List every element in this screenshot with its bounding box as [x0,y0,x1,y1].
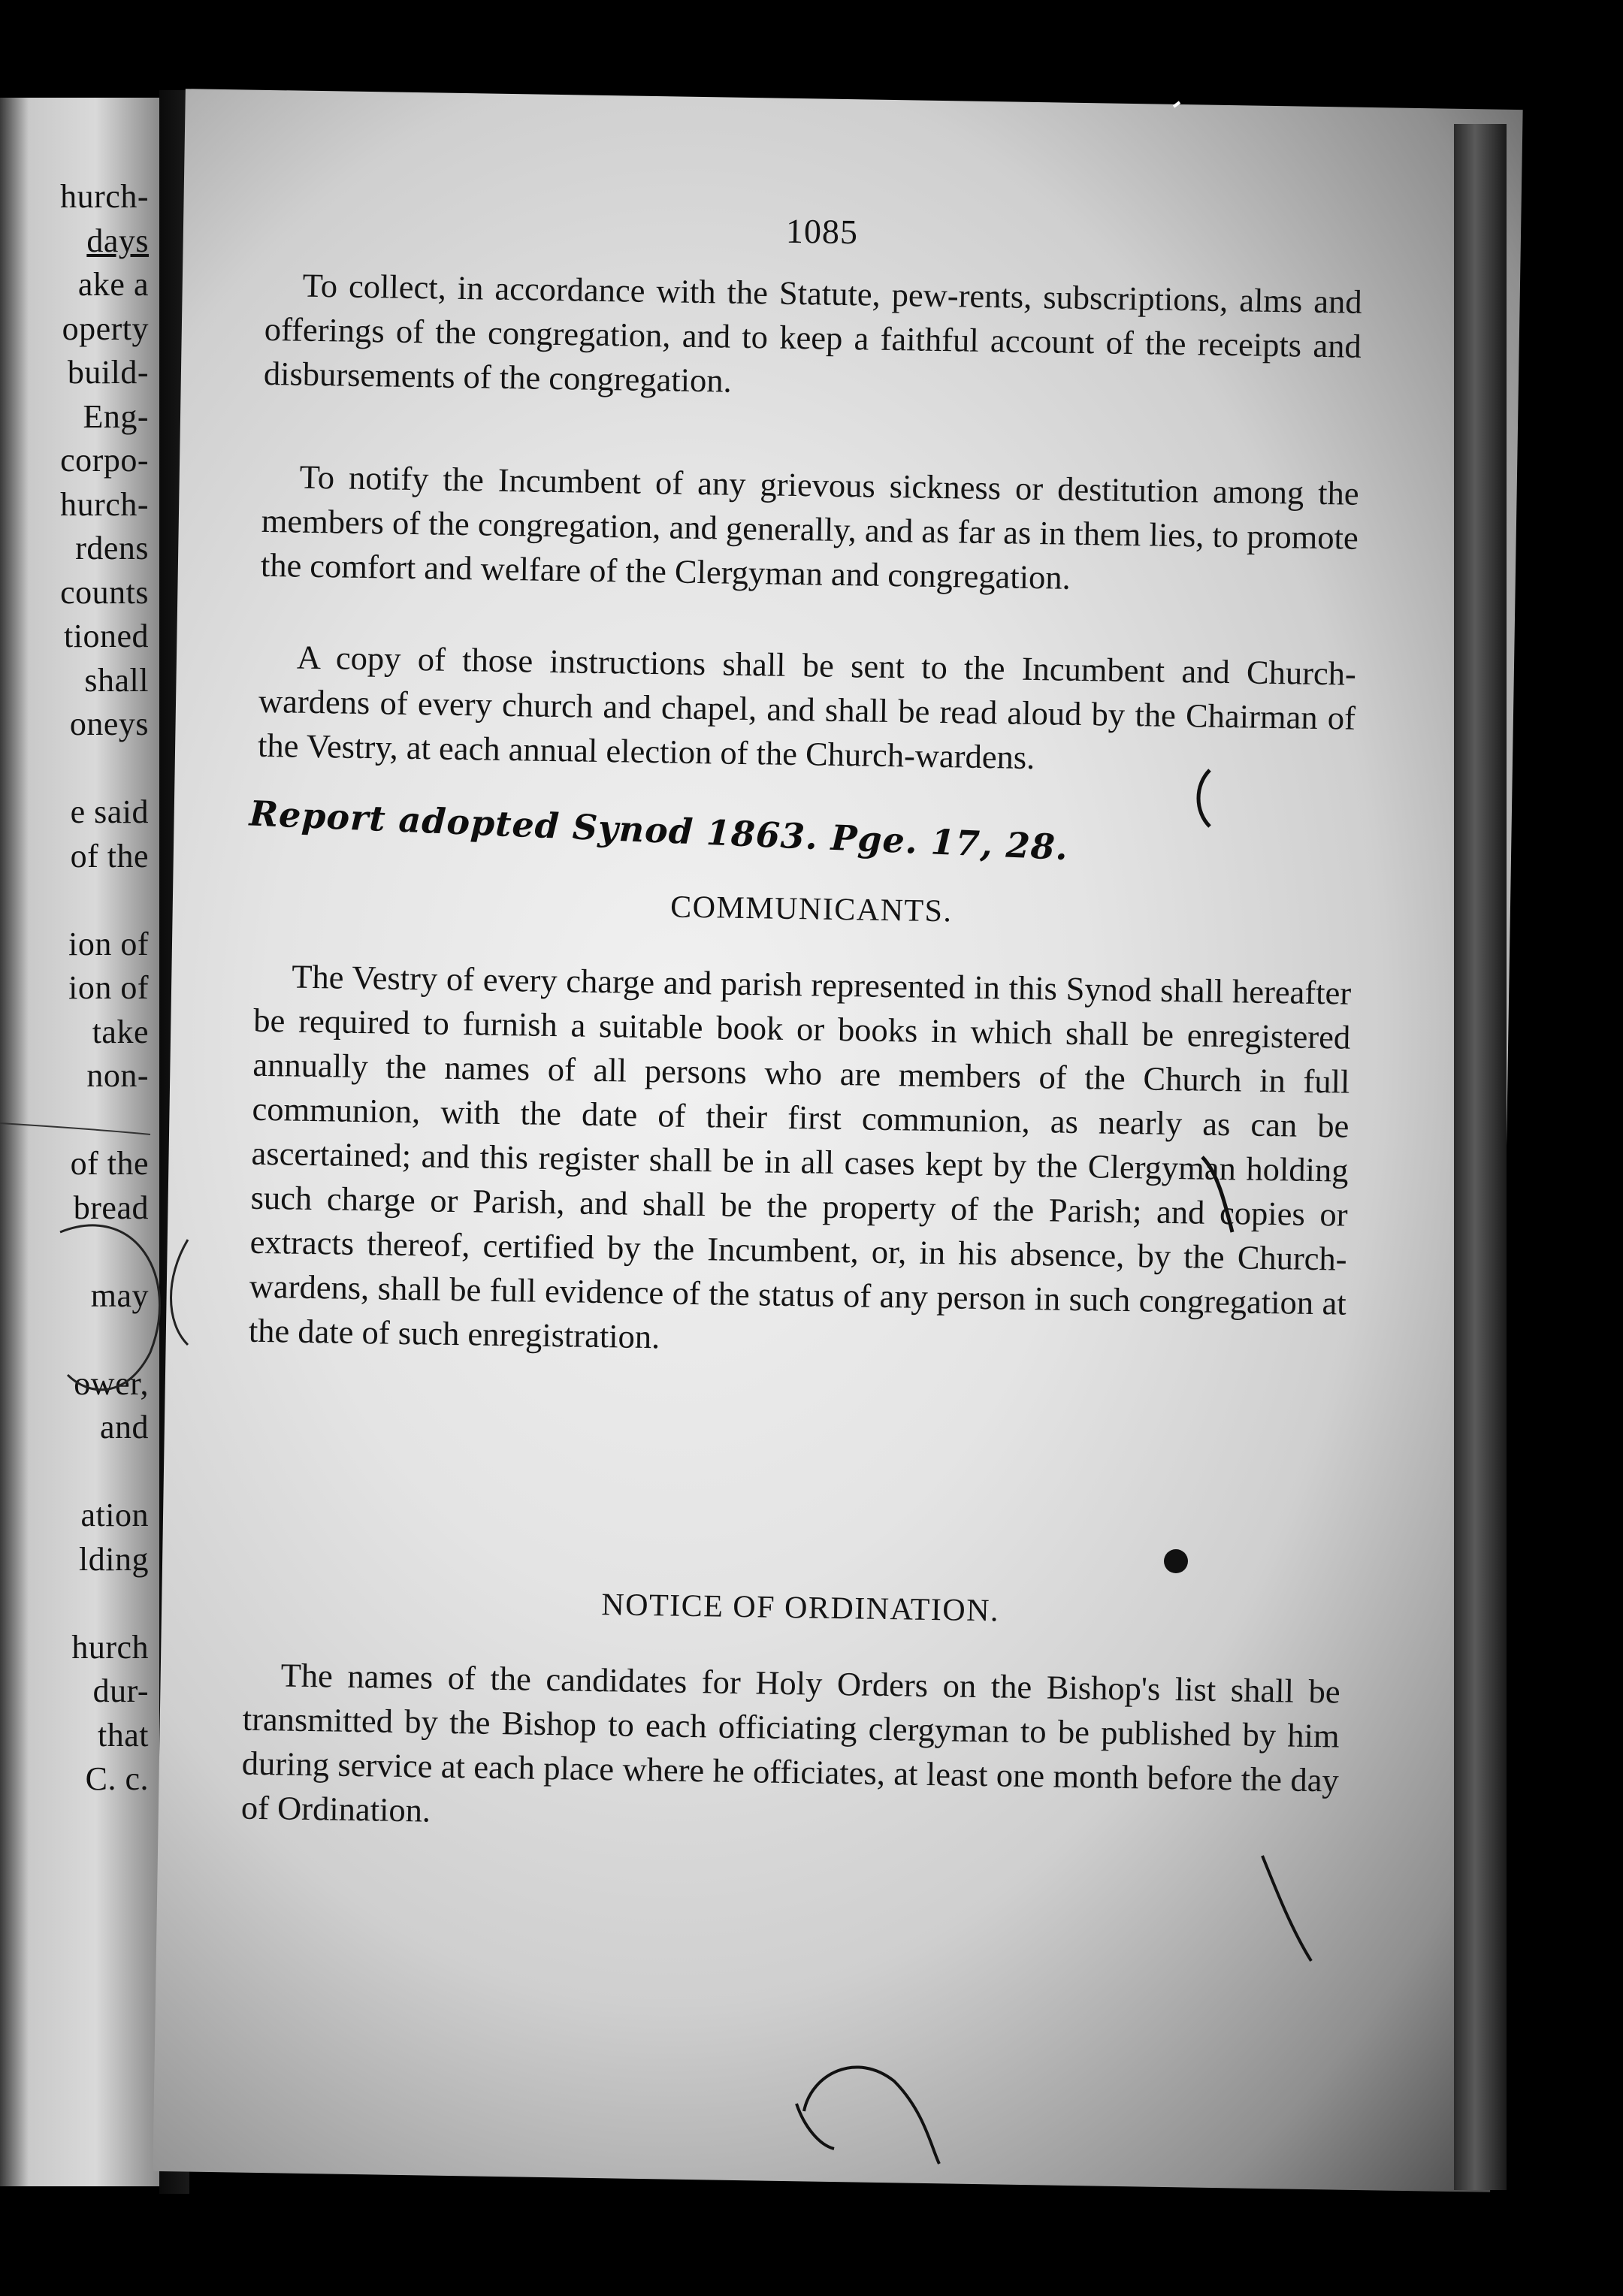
handwritten-note: Report adopted Synod 1863. Pge. 17, 28. [248,793,1069,869]
left-page-line: ake a [77,266,149,303]
left-page-line: counts [60,573,149,611]
left-page-line: shall [84,661,149,699]
left-page-line: operty [62,310,149,347]
main-page [153,89,1522,2192]
left-page-line: build- [67,354,149,391]
left-page-line: may [90,1276,149,1314]
left-page-line: hurch [71,1628,149,1666]
left-page-line: rdens [75,530,149,566]
left-page-line: days [86,222,149,259]
left-page-line: of the [70,837,149,875]
left-page-line: of the [70,1145,149,1182]
left-page-line: corpo- [60,442,149,479]
page-number: 1085 [785,211,859,252]
left-page-line: ion of [68,925,149,962]
paragraph-communicants: The Vestry of every charge and parish represented in this Synod shall hereafter be required to furnish a suitable book or books in which shall be enregistered annually the names of all persons who are members of the Church in full communion, with the date of their first communion, as nearly as can be ascertained; and this register shall be in all cases kept by the Clergyman holding such charge or Parish, and shall be the property of the Parish; and copies or extracts thereof, certified by the Incumbent, or, in his absence, by the Church-wardens, shall be full evidence of the status of any person in such congregation at the date of such enregistration. [248,957,1352,1356]
left-page-line: ation [80,1497,149,1533]
left-page-line: hurch- [60,485,149,523]
left-page-line: hurch- [60,178,149,215]
page-text-area [240,90,1380,1829]
left-page-line: dur- [92,1672,149,1709]
left-page-line: and [99,1409,149,1446]
left-page-line: take [92,1013,149,1050]
page-edge-shadow [1454,124,1507,2190]
left-page-line: lding [79,1540,149,1578]
left-page-line: non- [86,1057,149,1094]
left-page-line: bread [73,1189,149,1226]
paragraph-copy: A copy of those instructions shall be sent to the Incumbent and Church-wardens of every church and chapel, and shall be read aloud by the Chairman of the Vestry, at each annual election of the Church-wardens. [257,638,1357,777]
left-page-line: Eng- [83,397,149,435]
left-page-line: that [98,1716,149,1754]
left-page-line: tioned [64,618,149,654]
paragraph-notify: To notify the Incumbent of any grievous sickness or destitution among the members of the congregation, and generally, and as far as in them lies, to promote the comfort and welfare of the Clergyman and congregation. [260,458,1360,597]
left-page-line: oneys [69,705,149,742]
heading-notice-of-ordination: NOTICE OF ORDINATION. [601,1588,1000,1629]
paragraph-collect: To collect, in accordance with the Statute, pew-rents, subscriptions, alms and offerings of the congregation, and to keep a faithful account of the receipts and disbursements of the congregation. [263,266,1363,400]
left-page-line: ion of [68,969,149,1006]
left-facing-page [0,98,159,2186]
heading-communicants: COMMUNICANTS. [669,890,953,929]
left-page-line: e said [70,793,149,830]
left-page-line: ower, [74,1364,149,1402]
paragraph-ordination: The names of the candidates for Holy Orders on the Bishop's list shall be transmitted by the Bishop to each officiating clergyman to be published by him during service at each place where he officiates, at least one month before the day of Ordination. [240,1656,1340,1829]
left-page-line: C. c. [85,1760,149,1797]
